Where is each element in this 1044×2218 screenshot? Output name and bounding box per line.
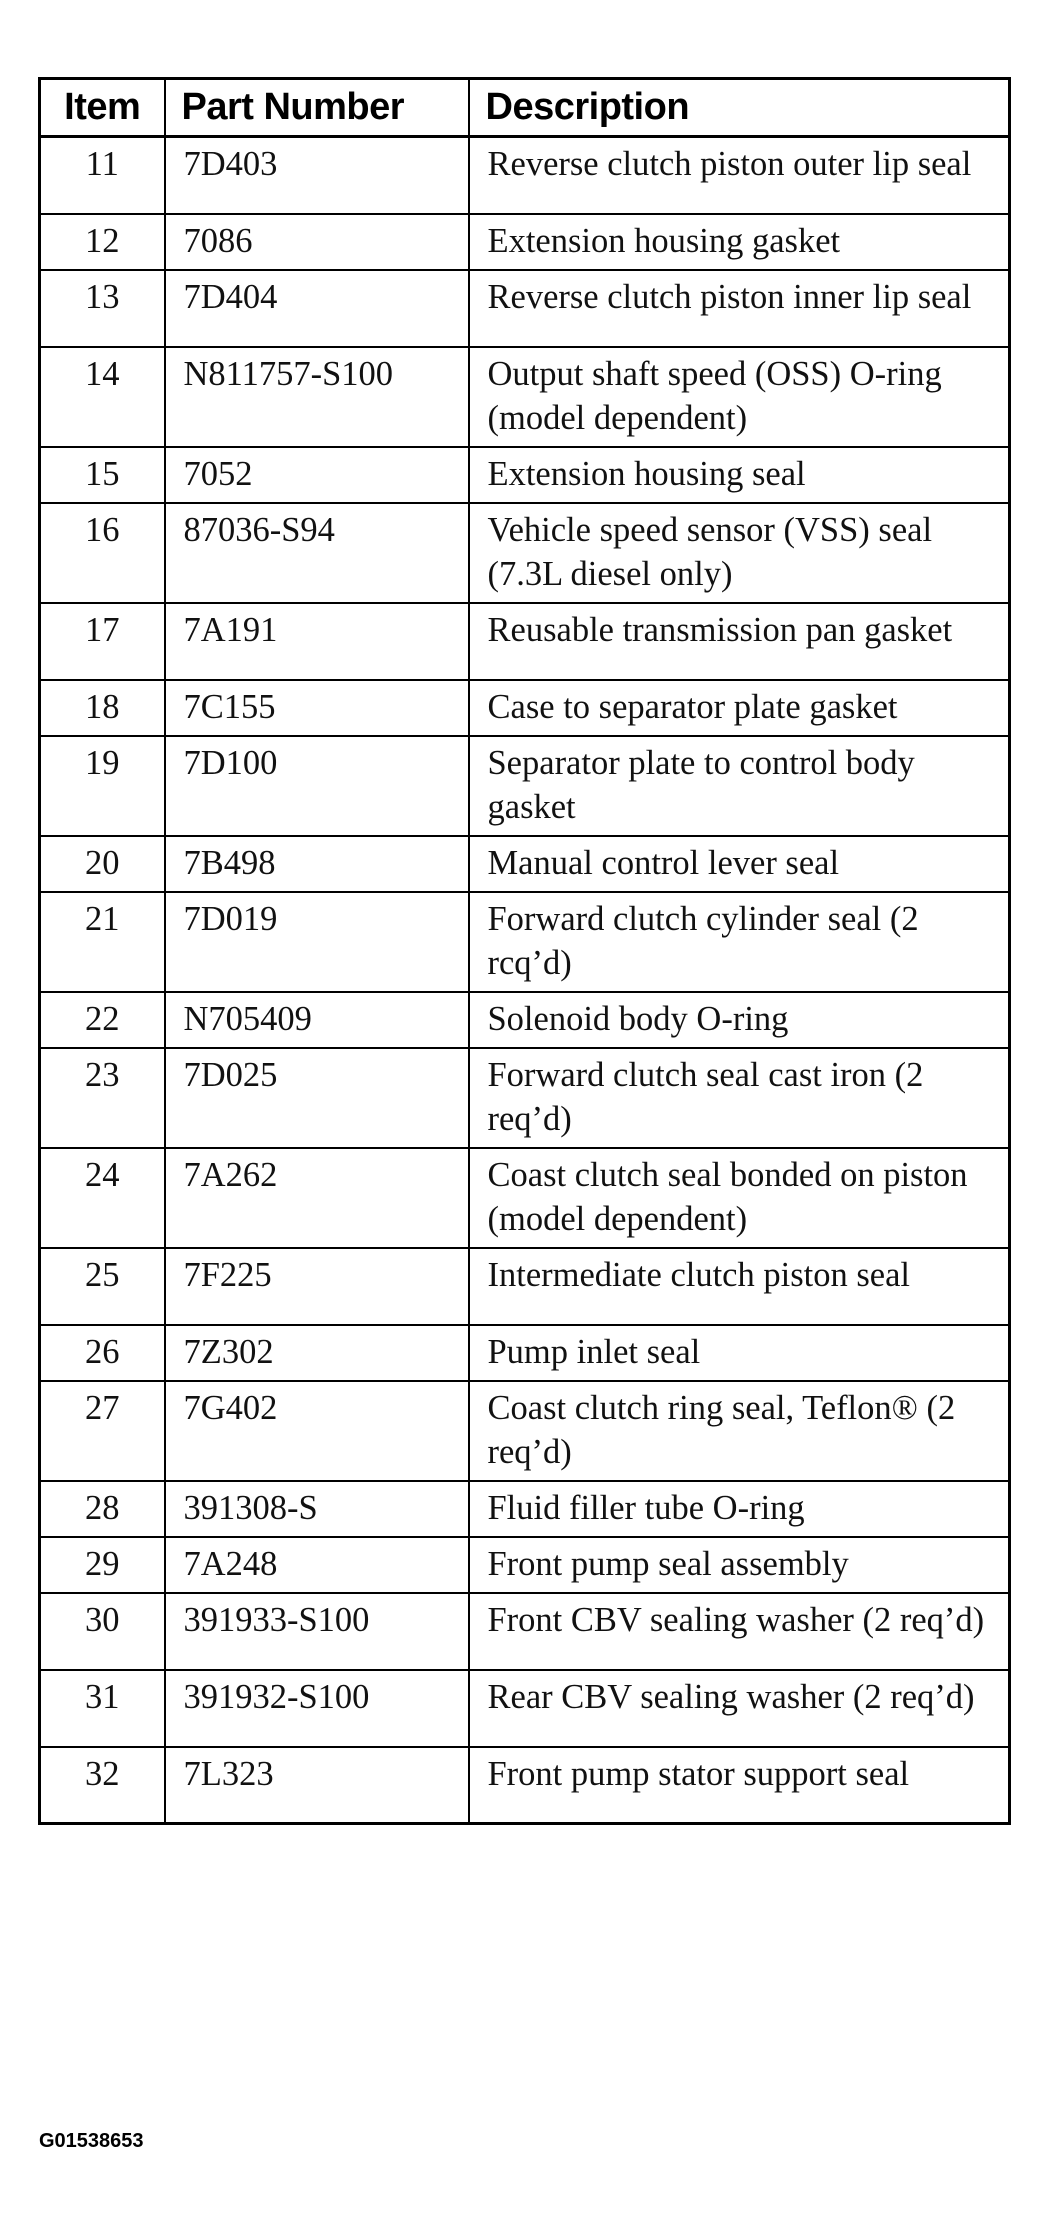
figure-code: G01538653 bbox=[39, 2130, 144, 2152]
part-number-cell: 7A191 bbox=[165, 603, 469, 680]
part-number-cell: 7A262 bbox=[165, 1148, 469, 1248]
table-row bbox=[40, 1248, 1010, 1325]
table-row bbox=[40, 1537, 1010, 1593]
description-cell: Reverse clutch piston outer lip seal bbox=[469, 137, 1010, 214]
description-cell: Pump inlet seal bbox=[469, 1325, 1010, 1381]
part-number-cell: 7B498 bbox=[165, 836, 469, 892]
description-cell: Vehicle speed sensor (VSS) seal (7.3L diesel only) bbox=[469, 503, 1010, 603]
description-cell: Intermediate clutch piston seal bbox=[469, 1248, 1010, 1325]
header-row bbox=[40, 79, 1010, 137]
part-number-cell: 7C155 bbox=[165, 680, 469, 736]
description-cell: Front CBV sealing washer (2 req’d) bbox=[469, 1593, 1010, 1670]
part-number-cell: 391932-S100 bbox=[165, 1670, 469, 1747]
table-row bbox=[40, 214, 1010, 270]
table-row bbox=[40, 1670, 1010, 1747]
part-number-cell: 7Z302 bbox=[165, 1325, 469, 1381]
description-cell: Forward clutch seal cast iron (2 req’d) bbox=[469, 1048, 1010, 1148]
item-number-cell: 21 bbox=[40, 892, 165, 992]
item-number-cell: 16 bbox=[40, 503, 165, 603]
table-row bbox=[40, 1048, 1010, 1148]
item-number-cell: 23 bbox=[40, 1048, 165, 1148]
table-row bbox=[40, 347, 1010, 447]
item-number-cell: 20 bbox=[40, 836, 165, 892]
column-header-item: Item bbox=[40, 79, 165, 137]
part-number-cell: 7052 bbox=[165, 447, 469, 503]
table-row bbox=[40, 892, 1010, 992]
item-number-cell: 31 bbox=[40, 1670, 165, 1747]
table-row bbox=[40, 1481, 1010, 1537]
item-number-cell: 32 bbox=[40, 1747, 165, 1824]
item-number-cell: 29 bbox=[40, 1537, 165, 1593]
description-cell: Front pump seal assembly bbox=[469, 1537, 1010, 1593]
description-cell: Coast clutch seal bonded on piston (model dependent) bbox=[469, 1148, 1010, 1248]
item-number-cell: 28 bbox=[40, 1481, 165, 1537]
part-number-cell: N811757-S100 bbox=[165, 347, 469, 447]
table-body bbox=[40, 137, 1010, 1824]
table-row bbox=[40, 447, 1010, 503]
part-number-cell: 7G402 bbox=[165, 1381, 469, 1481]
description-cell: Manual control lever seal bbox=[469, 836, 1010, 892]
part-number-cell: 7D019 bbox=[165, 892, 469, 992]
description-cell: Rear CBV sealing washer (2 req’d) bbox=[469, 1670, 1010, 1747]
part-number-cell: 7D025 bbox=[165, 1048, 469, 1148]
description-cell: Extension housing seal bbox=[469, 447, 1010, 503]
item-number-cell: 24 bbox=[40, 1148, 165, 1248]
column-header-description: Description bbox=[469, 79, 1010, 137]
part-number-cell: 7D403 bbox=[165, 137, 469, 214]
part-number-cell: 87036-S94 bbox=[165, 503, 469, 603]
part-number-cell: 7086 bbox=[165, 214, 469, 270]
item-number-cell: 19 bbox=[40, 736, 165, 836]
description-cell: Reverse clutch piston inner lip seal bbox=[469, 270, 1010, 347]
item-number-cell: 25 bbox=[40, 1248, 165, 1325]
table-row bbox=[40, 736, 1010, 836]
table-row bbox=[40, 1148, 1010, 1248]
part-number-cell: 7D404 bbox=[165, 270, 469, 347]
part-number-cell: 7F225 bbox=[165, 1248, 469, 1325]
item-number-cell: 26 bbox=[40, 1325, 165, 1381]
description-cell: Coast clutch ring seal, Teflon® (2 req’d) bbox=[469, 1381, 1010, 1481]
table-row bbox=[40, 503, 1010, 603]
item-number-cell: 12 bbox=[40, 214, 165, 270]
item-number-cell: 22 bbox=[40, 992, 165, 1048]
part-number-cell: 7A248 bbox=[165, 1537, 469, 1593]
item-number-cell: 18 bbox=[40, 680, 165, 736]
column-header-part-number: Part Number bbox=[165, 79, 469, 137]
table-row bbox=[40, 680, 1010, 736]
item-number-cell: 15 bbox=[40, 447, 165, 503]
description-cell: Case to separator plate gasket bbox=[469, 680, 1010, 736]
part-number-cell: 391308-S bbox=[165, 1481, 469, 1537]
part-number-cell: 391933-S100 bbox=[165, 1593, 469, 1670]
description-cell: Front pump stator support seal bbox=[469, 1747, 1010, 1824]
description-cell: Separator plate to control body gasket bbox=[469, 736, 1010, 836]
item-number-cell: 17 bbox=[40, 603, 165, 680]
table-row bbox=[40, 137, 1010, 214]
description-cell: Extension housing gasket bbox=[469, 214, 1010, 270]
description-cell: Output shaft speed (OSS) O-ring (model dependent) bbox=[469, 347, 1010, 447]
item-number-cell: 13 bbox=[40, 270, 165, 347]
table-row bbox=[40, 270, 1010, 347]
description-cell: Solenoid body O-ring bbox=[469, 992, 1010, 1048]
description-cell: Forward clutch cylinder seal (2 rcq’d) bbox=[469, 892, 1010, 992]
table-row bbox=[40, 1381, 1010, 1481]
table-row bbox=[40, 1747, 1010, 1824]
part-number-cell: 7L323 bbox=[165, 1747, 469, 1824]
table-row bbox=[40, 992, 1010, 1048]
table-row bbox=[40, 603, 1010, 680]
item-number-cell: 27 bbox=[40, 1381, 165, 1481]
description-cell: Fluid filler tube O-ring bbox=[469, 1481, 1010, 1537]
table-row bbox=[40, 1325, 1010, 1381]
item-number-cell: 11 bbox=[40, 137, 165, 214]
table-row bbox=[40, 1593, 1010, 1670]
item-number-cell: 30 bbox=[40, 1593, 165, 1670]
table-row bbox=[40, 836, 1010, 892]
item-number-cell: 14 bbox=[40, 347, 165, 447]
parts-table bbox=[38, 77, 1011, 1825]
description-cell: Reusable transmission pan gasket bbox=[469, 603, 1010, 680]
part-number-cell: N705409 bbox=[165, 992, 469, 1048]
part-number-cell: 7D100 bbox=[165, 736, 469, 836]
